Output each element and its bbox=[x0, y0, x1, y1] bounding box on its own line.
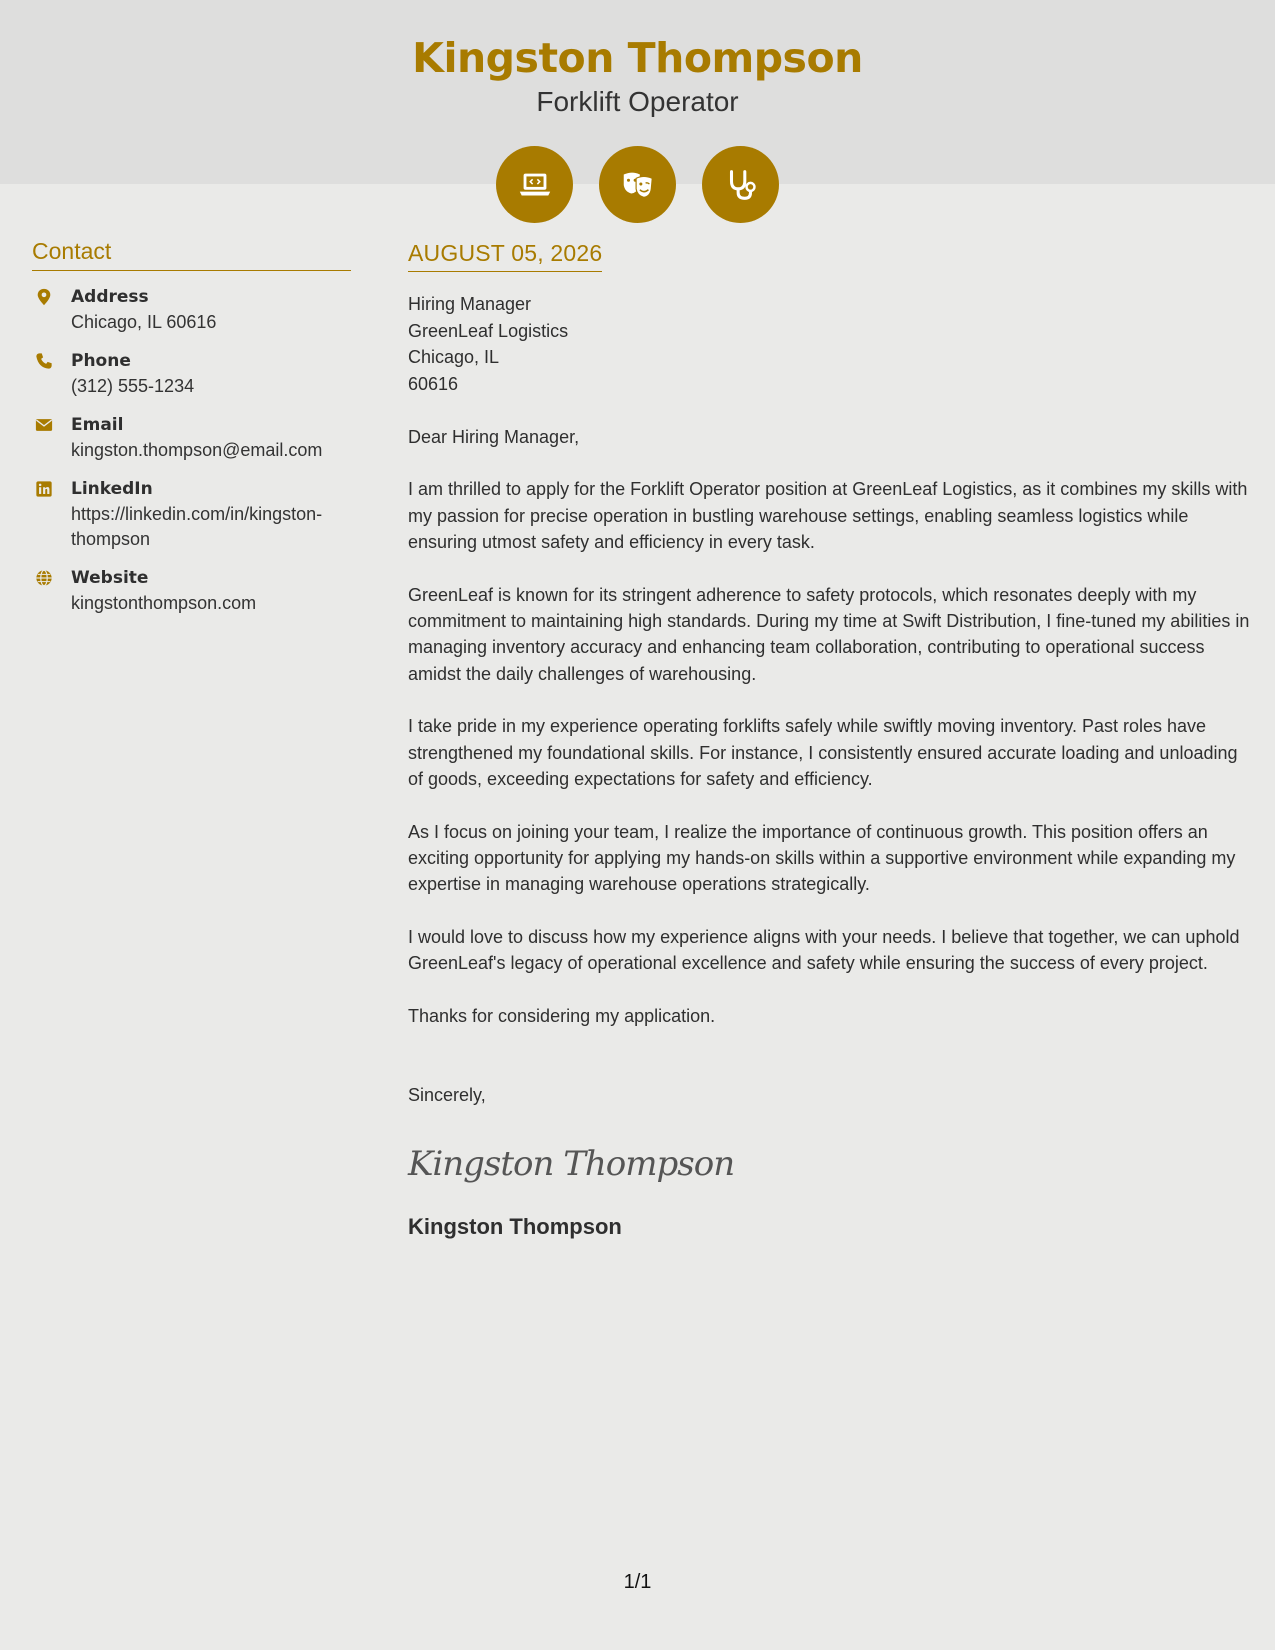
paragraph: I take pride in my experience operating forklifts safely while swiftly moving inventory. Past roles have strengthened my foundational skills. For instance, I consistently ensured accurate loading and unloading of goods, exceeding expectations for safety and efficiency. bbox=[408, 716, 1238, 790]
laptop-code-icon bbox=[496, 146, 573, 223]
map-pin-icon bbox=[35, 288, 53, 306]
contact-heading: Contact bbox=[32, 238, 351, 271]
salutation: Dear Hiring Manager, bbox=[408, 427, 580, 448]
handwritten-signature: Kingston Thompson bbox=[408, 1144, 735, 1185]
phone-value: (312) 555-1234 bbox=[71, 376, 195, 396]
letter-date: AUGUST 05, 2026 bbox=[408, 240, 602, 272]
website-label: Website bbox=[71, 568, 149, 588]
contact-sidebar bbox=[32, 238, 351, 616]
email-label: Email bbox=[71, 415, 124, 435]
job-title: Forklift Operator bbox=[536, 86, 739, 117]
contact-website bbox=[32, 566, 351, 616]
contact-email bbox=[32, 413, 351, 463]
stethoscope-icon bbox=[702, 146, 779, 223]
recipient-city: Chicago, IL bbox=[408, 347, 500, 368]
address-label: Address bbox=[71, 287, 149, 307]
theater-masks-icon bbox=[599, 146, 676, 223]
globe-icon bbox=[35, 569, 53, 587]
page-number: 1/1 bbox=[623, 1571, 652, 1593]
email-value[interactable]: kingston.thompson@email.com bbox=[71, 440, 323, 460]
linkedin-icon bbox=[35, 480, 53, 498]
signer-name: Kingston Thompson bbox=[408, 1214, 622, 1240]
phone-label: Phone bbox=[71, 351, 131, 371]
linkedin-label: LinkedIn bbox=[71, 479, 153, 499]
website-value[interactable]: kingstonthompson.com bbox=[71, 593, 257, 613]
address-value: Chicago, IL 60616 bbox=[71, 312, 217, 332]
paragraph: I would love to discuss how my experience aligns with your needs. I believe that together, we can uphold GreenLeaf's legacy of operational excellence and safety while ensuring the success of every project. bbox=[408, 926, 1240, 974]
recipient-block bbox=[408, 291, 1253, 397]
applicant-name: Kingston Thompson bbox=[412, 34, 863, 82]
contact-address bbox=[32, 285, 351, 335]
recipient-name: Hiring Manager bbox=[408, 294, 532, 315]
paragraph: As I focus on joining your team, I realize the importance of continuous growth. This position offers an exciting opportunity for applying my hands-on skills within a supportive environment while expanding my expertise in managing warehouse operations strategically. bbox=[408, 821, 1236, 895]
contact-phone bbox=[32, 349, 351, 399]
recipient-company: GreenLeaf Logistics bbox=[408, 320, 569, 341]
contact-linkedin bbox=[32, 477, 351, 552]
paragraph: I am thrilled to apply for the Forklift Operator position at GreenLeaf Logistics, as it combines my skills with my passion for precise operation in bustling warehouse settings, enabling seamless logistics while ensuring utmost safety and efficiency in every task. bbox=[408, 479, 1248, 553]
phone-icon bbox=[35, 352, 53, 370]
letter-body bbox=[408, 240, 1253, 1241]
closing: Sincerely, bbox=[408, 1084, 486, 1105]
linkedin-value[interactable]: https://linkedin.com/in/kingston-thompson bbox=[71, 504, 323, 549]
recipient-zip: 60616 bbox=[408, 373, 459, 394]
paragraph: Thanks for considering my application. bbox=[408, 1005, 716, 1026]
paragraph: GreenLeaf is known for its stringent adherence to safety protocols, which resonates deeply with my commitment to maintaining high standards. During my time at Swift Distribution, I fine-tuned my abilities in managing inventory accuracy and enhancing team collaboration, contributing to operational success amidst the daily challenges of warehousing. bbox=[408, 584, 1250, 684]
envelope-icon bbox=[35, 416, 53, 434]
